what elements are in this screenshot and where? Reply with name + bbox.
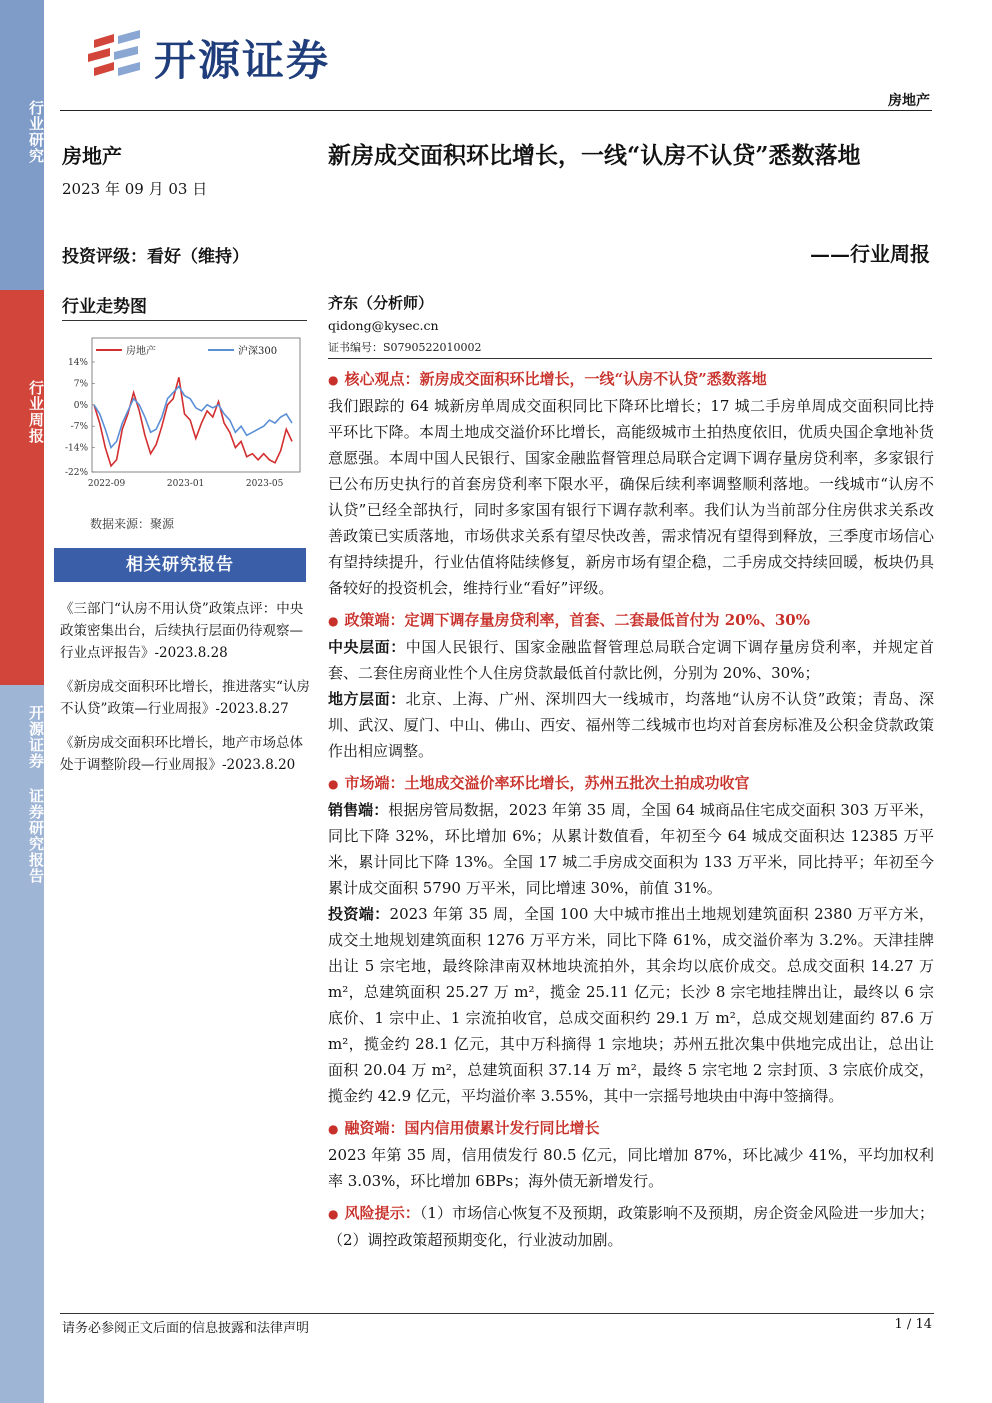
sidebar-label-weekly: 行业周报 — [27, 380, 45, 444]
analyst-name: 齐东（分析师） — [328, 294, 434, 312]
legend-label: 房地产 — [126, 346, 156, 357]
related-report-item[interactable]: 《新房成交面积环比增长，地产市场总体处于调整阶段—行业周报》-2023.8.20 — [60, 735, 303, 773]
bullet-icon: ● — [328, 373, 339, 387]
sales-paragraph — [328, 797, 934, 901]
header-category: 房地产 — [888, 93, 930, 109]
bullet-icon: ● — [328, 1207, 339, 1221]
risk-paragraph — [328, 1200, 934, 1253]
bullet-icon: ● — [328, 1122, 339, 1136]
footer-disclaimer: 请务必参阅正文后面的信息披露和法律声明 — [62, 1321, 310, 1336]
header-divider — [60, 110, 932, 111]
report-title: 新房成交面积环比增长，一线“认房不认贷”悉数落地 — [328, 142, 861, 169]
y-tick-label: 14% — [67, 358, 88, 368]
x-tick-label: 2023-05 — [245, 479, 284, 489]
sales-text: 根据房管局数据，2023 年第 35 周，全国 64 城商品住宅成交面积 303 万平米，同比下降 32%，环比增加 6%；从累计数值看，年初至今 64 城成交面积达 12385 万平米，累计同比下降 13%。全国 17 城二手房成交面积为 133 万平米，同比持平；年初至今累计成交面积 5790 万平米，同比增速 30%，前值 31%。 — [328, 801, 934, 897]
trend-divider — [62, 320, 307, 321]
legend-label: 沪深300 — [238, 346, 278, 357]
y-tick-label: 7% — [73, 379, 88, 390]
bullet-icon: ● — [328, 614, 339, 628]
chart-source: 数据来源：聚源 — [90, 517, 175, 531]
related-reports-list — [60, 598, 310, 788]
invest-label: 投资端： — [328, 905, 390, 923]
policy-local-text: 北京、上海、广州、深圳四大一线城市，均落地“认房不认贷”政策；青岛、深圳、武汉、厦门、中山、佛山、西安、福州等二线城市也均对首套房标准及公积金贷款政策作出相应调整。 — [328, 690, 934, 760]
left-sidebar — [0, 0, 44, 1403]
policy-local-label: 地方层面： — [328, 690, 406, 708]
analyst-certificate: 证书编号：S0790522010002 — [328, 341, 482, 354]
invest-text: 2023 年第 35 周，全国 100 大中城市推出土地规划建筑面积 2380 万平方米，成交土地规划建筑面积 1276 万平方米，同比下降 61%，成交溢价率为 3.2%。天津挂牌出让 5 宗宅地，最终除津南双林地块流拍外，其余均以底价成交。总成交面积 14.27 万 m²，总建筑面积 25.27 万 m²，揽金 25.11 亿元；长沙 8 宗宅地挂牌出让，最终以 6 宗底价、1 宗中止、1 宗流拍收官，总成交面积约 29.1 万 m²，总成交规划建面约 87.6 万 m²，揽金约 28.1 亿元，其中万科摘得 1 宗地块；苏州五批次集中供地完成出让，总出让面积 20.04 万 m²，总建筑面积 37.14 万 m²，最终 5 宗宅地 2 宗封顶、3 宗底价成交，揽金约 42.9 亿元，平均溢价率 3.55%，其中一宗摇号地块由中海中签摘得。 — [328, 905, 934, 1105]
chart-frame — [92, 338, 300, 472]
policy-central-label: 中央层面： — [328, 638, 406, 656]
y-tick-label: -22% — [64, 468, 88, 478]
related-reports-title: 相关研究报告 — [54, 548, 306, 582]
y-tick-label: -14% — [64, 443, 88, 454]
core-view-text: 我们跟踪的 64 城新房单周成交面积同比下降环比增长；17 城二手房单周成交面积同比持平环比下降。本周土地成交溢价环比增长，高能级城市土拍热度依旧，优质央国企拿地补货意愿强。本周中国人民银行、国家金融监督管理总局联合定调下调存量房贷利率，多家银行已公布历史执行的首套房贷利率下限水平，确保后续利率调整顺利落地。一线城市“认房不认贷”已经全部执行，同时多家国有银行下调存款利率。我们认为当前部分住房供求关系改善政策已实质落地，市场供求关系有望尽快改善，需求情况有望得到释放，三季度市场信心有望持续提升，行业估值将陆续修复，新房市场有望企稳，二手房成交持续回暖，板块仍具备较好的投资机会，维持行业“看好”评级。 — [328, 397, 934, 597]
policy-central-paragraph — [328, 634, 934, 686]
series-line — [94, 386, 292, 447]
industry-trend-chart — [50, 330, 310, 500]
market-heading: ● 市场端：土地成交溢价率环比增长，苏州五批次土拍成功收官 — [328, 774, 750, 792]
policy-local-paragraph — [328, 686, 934, 764]
report-date: 2023 年 09 月 03 日 — [62, 180, 208, 198]
x-tick-label: 2023-01 — [166, 479, 205, 489]
finance-text: 2023 年第 35 周，信用债发行 80.5 亿元，同比增加 87%，环比减少 41%，平均加权利率 3.03%，环比增加 6BPs；海外债无新增发行。 — [328, 1146, 934, 1190]
risk-heading: 风险提示： — [344, 1204, 420, 1222]
investment-rating: 投资评级：看好（维持） — [62, 247, 249, 267]
y-tick-label: -7% — [70, 422, 88, 433]
trend-chart-title: 行业走势图 — [62, 297, 147, 317]
footer-divider — [60, 1313, 934, 1314]
sidebar-label-research: 行业研究 — [27, 100, 45, 164]
policy-central-text: 中国人民银行、国家金融监督管理总局联合定调下调存量房贷利率，并规定首套、二套住房商业性个人住房贷款最低首付款比例，分别为 20%、30%； — [328, 638, 934, 682]
sidebar-label-brand: 开源证券 证券研究报告 — [27, 705, 45, 884]
analyst-email[interactable]: qidong@kysec.cn — [328, 318, 439, 333]
report-type: ——行业周报 — [810, 242, 930, 266]
core-view-heading: ● 核心观点：新房成交面积环比增长，一线“认房不认贷”悉数落地 — [328, 370, 767, 388]
author-divider — [328, 358, 932, 359]
invest-paragraph — [328, 901, 934, 1109]
sales-label: 销售端： — [328, 801, 389, 819]
finance-heading: ● 融资端：国内信用债累计发行同比增长 — [328, 1119, 600, 1137]
policy-heading: ● 政策端：定调下调存量房贷利率，首套、二套最低首付为 20%、30% — [328, 611, 810, 629]
sector-name: 房地产 — [62, 144, 122, 168]
related-report-item[interactable]: 《三部门“认房不用认贷”政策点评：中央政策密集出台，后续执行层面仍待观察—行业点评报告》-2023.8.28 — [60, 601, 304, 661]
y-tick-label: 0% — [73, 400, 88, 411]
bullet-icon: ● — [328, 777, 339, 791]
risk-text: （1）市场信心恢复不及预期，政策影响不及预期，房企资金风险进一步加大；（2）调控政策超预期变化，行业波动加剧。 — [328, 1204, 934, 1249]
sidebar-red-segment — [0, 290, 44, 685]
related-report-item[interactable]: 《新房成交面积环比增长，推进落实“认房不认贷”政策—行业周报》-2023.8.27 — [60, 679, 310, 717]
page-number: 1 / 14 — [894, 1317, 932, 1332]
article-body — [328, 366, 934, 1253]
brand-name: 开源证券 — [154, 36, 331, 85]
x-tick-label: 2022-09 — [87, 479, 126, 489]
brand-logo — [84, 28, 330, 88]
logo-mark-icon — [84, 30, 146, 86]
